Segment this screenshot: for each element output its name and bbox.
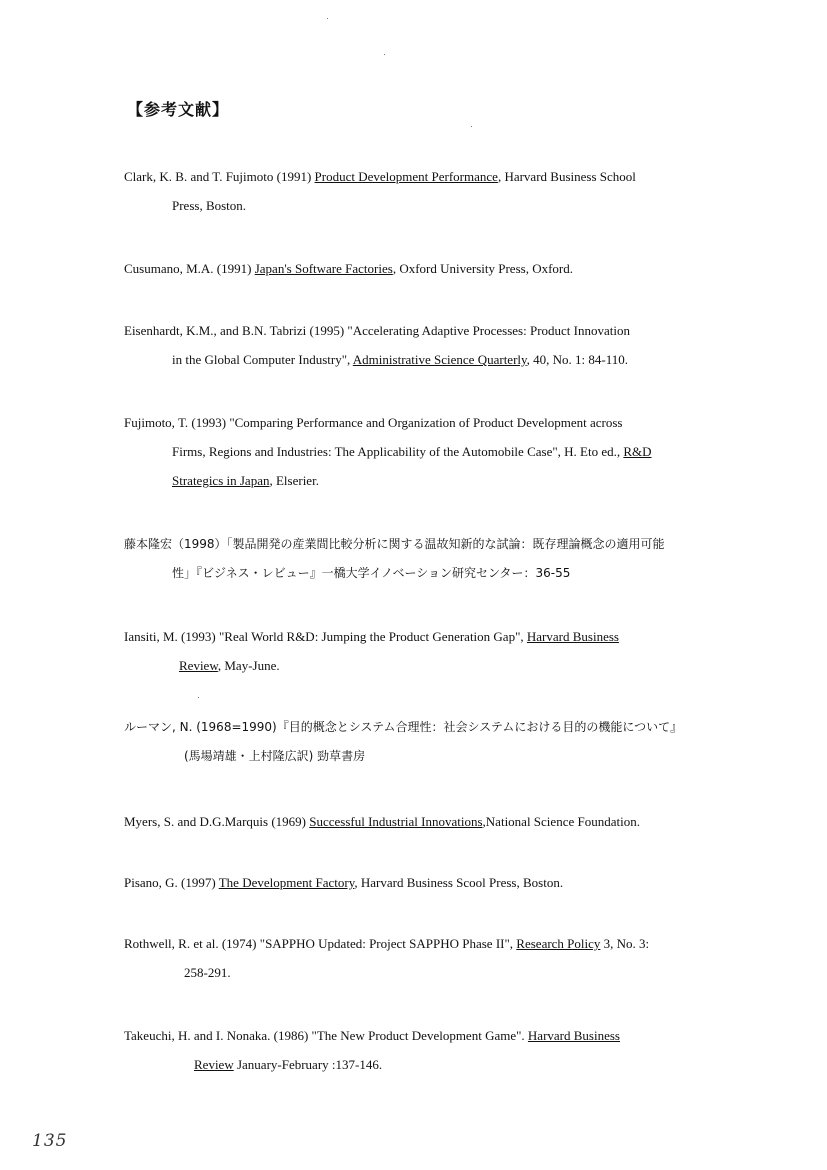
reference-line: Cusumano, M.A. (1991) Japan's Software Factories, Oxford University Press, Oxford.: [124, 261, 573, 276]
reference-line: Rothwell, R. et al. (1974) "SAPPHO Updated: Project SAPPHO Phase II", Research Policy 3, No. 3:: [124, 936, 650, 951]
book-title: The Development Factory: [218, 875, 355, 890]
reference-line: Press, Boston.: [172, 198, 247, 213]
reference-line: 258-291.: [184, 965, 231, 980]
reference-line: Pisano, G. (1997) The Development Factory, Harvard Business Scool Press, Boston.: [124, 875, 564, 890]
reference-entry: [124, 713, 764, 771]
book-title: Japan's Software Factories: [254, 261, 393, 276]
reference-entry: [124, 408, 764, 495]
journal-title: Review: [194, 1057, 234, 1072]
reference-line: Iansiti, M. (1993) "Real World R&D: Jumping the Product Generation Gap", Harvard Business: [124, 629, 619, 644]
reference-line: Firms, Regions and Industries: The Applicability of the Automobile Case", H. Eto ed., R&D: [172, 444, 652, 459]
book-title: Successful Industrial Innovations: [309, 814, 483, 829]
reference-entry: [124, 1021, 764, 1079]
scan-speck: [471, 126, 472, 127]
reference-line: Takeuchi, H. and I. Nonaka. (1986) "The New Product Development Game". Harvard Business: [124, 1028, 620, 1043]
reference-entry: [124, 316, 764, 374]
reference-line: 性」『ビジネス・レビュー』一橋大学イノベーション研究センター：36-55: [172, 566, 571, 580]
reference-entry: [124, 162, 764, 220]
reference-entry: [124, 807, 764, 836]
reference-line: (馬場靖雄・上村隆広訳) 勁草書房: [184, 749, 366, 763]
page-number: 135: [32, 1131, 68, 1151]
reference-entry: [124, 929, 764, 987]
references-heading: 【参考文献】: [127, 100, 230, 119]
reference-entry: [124, 868, 764, 897]
scan-speck: [327, 18, 328, 19]
reference-line: ルーマン, N. (1968=1990)『目的概念とシステム合理性：社会システムにおける目的の機能について』: [124, 720, 683, 734]
reference-line: Clark, K. B. and T. Fujimoto (1991) Product Development Performance, Harvard Business School: [124, 169, 636, 184]
journal-title: Harvard Business: [526, 629, 619, 644]
journal-title: Research Policy: [516, 936, 601, 951]
journal-title: Harvard Business: [527, 1028, 620, 1043]
book-title: Strategics in Japan: [172, 473, 270, 488]
reference-line: Review January-February :137-146.: [194, 1057, 383, 1072]
reference-entry: [124, 254, 764, 283]
reference-line: Eisenhardt, K.M., and B.N. Tabrizi (1995) "Accelerating Adaptive Processes: Product Innovation: [124, 323, 630, 338]
journal-title: Review: [179, 658, 218, 673]
reference-entry: [124, 530, 764, 588]
scan-speck: [198, 697, 199, 698]
reference-line: Review, May-June.: [179, 658, 280, 673]
book-title: Product Development Performance: [314, 169, 498, 184]
book-title: R&D: [623, 444, 652, 459]
reference-entry: [124, 622, 764, 680]
journal-title: Administrative Science Quarterly: [352, 352, 527, 367]
reference-line: in the Global Computer Industry", Administrative Science Quarterly, 40, No. 1: 84-110.: [172, 352, 629, 367]
scan-speck: [384, 54, 385, 55]
reference-line: Strategics in Japan, Elserier.: [172, 473, 319, 488]
reference-line: Fujimoto, T. (1993) "Comparing Performance and Organization of Product Development across: [124, 415, 623, 430]
reference-line: 藤本隆宏（1998）「製品開発の産業間比較分析に関する温故知新的な試論：既存理論概念の適用可能: [124, 537, 665, 551]
reference-line: Myers, S. and D.G.Marquis (1969) Successful Industrial Innovations,National Science Foundation.: [124, 814, 640, 829]
